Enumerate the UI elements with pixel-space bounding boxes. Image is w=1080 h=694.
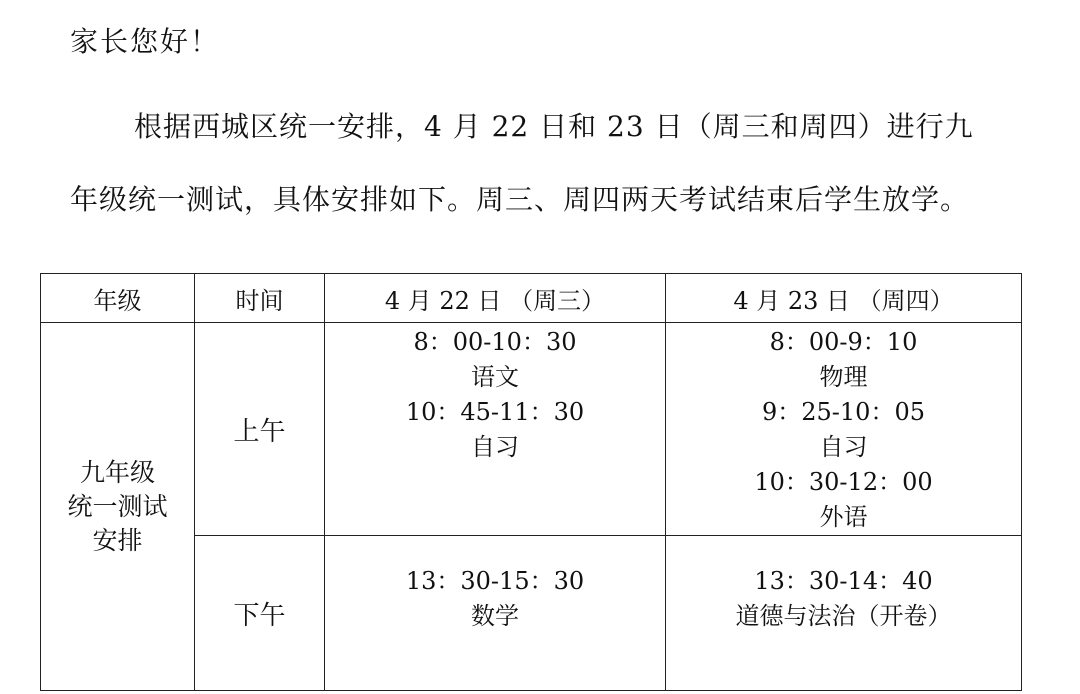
subject: 道德与法治（开卷） [735, 602, 952, 630]
grade-line: 九年级 [79, 457, 155, 487]
day2-afternoon-cell [666, 536, 1022, 691]
header-day1: 4 月 22 日 （周三） [325, 274, 666, 323]
paragraph-line-1: 根据西城区统一安排，4 月 22 日和 23 日（周三和周四）进行九 [134, 110, 974, 143]
subject: 物理 [819, 363, 868, 391]
time-range: 9：25-10：05 [762, 398, 925, 426]
time-range: 8：00-10：30 [413, 328, 577, 356]
header-day2: 4 月 23 日 （周四） [666, 274, 1022, 323]
greeting-text: 家长您好！ [70, 25, 221, 58]
header-time: 时间 [195, 274, 325, 323]
subject: 外语 [819, 503, 868, 531]
time-range: 13：30-14：40 [754, 567, 933, 595]
notice-paragraph [70, 90, 1020, 236]
grade-line: 统一测试 [67, 491, 168, 521]
period-morning: 上午 [195, 323, 325, 536]
day2-morning-cell [666, 323, 1022, 536]
time-range: 8：00-9：10 [769, 328, 918, 356]
period-afternoon: 下午 [195, 536, 325, 691]
subject: 语文 [471, 363, 519, 391]
subject: 自习 [471, 433, 519, 461]
time-range: 10：45-11：30 [405, 398, 585, 426]
day1-morning-cell [325, 323, 666, 536]
time-range: 10：30-12：00 [754, 468, 933, 496]
subject: 自习 [819, 433, 868, 461]
grade-line: 安排 [92, 525, 143, 555]
time-range: 13：30-15：30 [405, 567, 585, 595]
header-grade: 年级 [41, 274, 195, 323]
table-header-row [41, 274, 1022, 323]
paragraph-line-2: 年级统一测试，具体安排如下。周三、周四两天考试结束后学生放学。 [70, 183, 970, 216]
table-row [41, 323, 1022, 536]
exam-schedule-table [40, 273, 1022, 691]
subject: 数学 [471, 602, 519, 630]
day1-afternoon-cell [325, 536, 666, 691]
grade-cell [41, 323, 195, 691]
